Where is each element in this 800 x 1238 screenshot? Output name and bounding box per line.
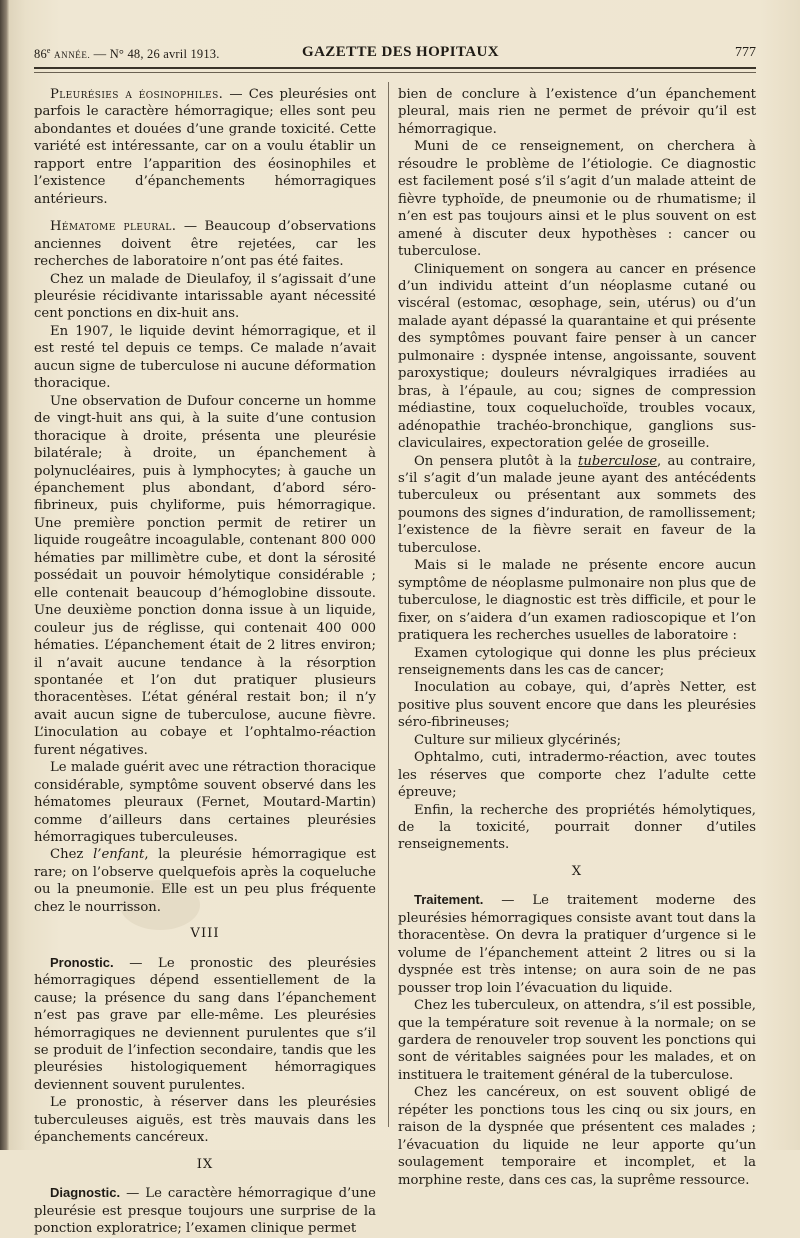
page-number: 777 [735, 45, 756, 60]
paragraph: Chez un malade de Dieulafoy, il s’agissait d’une pleurésie récidivante intarissable ayant nécessité cent ponctions en dix-huit ans. [34, 271, 376, 322]
paragraph: Muni de ce renseignement, on cherchera à résoudre le problème de l’étiologie. Ce diagnostic est facilement posé s’il s’agit d’un malade atteint de fièvre typhoïde, de pneumonie ou de rhumatisme; il n’en est pas toujours ainsi et le plus souvent on est amené à discuter deux hypothèses : cancer ou tuberculose. [398, 139, 756, 260]
paragraph: Enfin, la recherche des propriétés hémolytiques, de la toxicité, pourrait donner d’utiles renseignements. [398, 802, 756, 853]
paragraph: Le malade guérit avec une rétraction thoracique considérable, symptôme souvent observé dans les hématomes pleuraux (Fernet, Moutard-Martin) comme d’ailleurs dans certaines pleurésies hémorragiques tuberculeuses. [34, 760, 376, 846]
paragraph: Chez les cancéreux, on est souvent obligé de répéter les ponctions tous les cinq ou six jours, en raison de la dyspnée que présentent ces malades ; l’évacuation du liquide ne leur apporte qu’un soulagement temporaire et incomplet, et la morphine reste, dans ces cas, la suprême ressource. [398, 1085, 756, 1188]
paragraph: Mais si le malade ne présente encore aucun symptôme de néoplasme pulmonaire non plus que de tuberculose, le diagnostic est très difficile, et pour le fixer, on s’aidera d’un examen radioscopique et l’on pratiquera les recherches usuelles de laboratoire : [398, 558, 756, 644]
page-binding-edge [0, 0, 9, 1150]
paragraph: En 1907, le liquide devint hémorragique, et il est resté tel depuis ce temps. Ce malade n’avait aucun signe de tuberculose ni aucune déformation thoracique. [34, 323, 376, 392]
section-number: VIII [190, 926, 220, 942]
paragraph: Une observation de Dufour concerne un homme de vingt-huit ans qui, à la suite d’une contusion thoracique à droite, présenta une pleurésie bilatérale; à droite, un épanchement à polynucléaires, puis à lymphocytes; à gauche un épanchement plus abondant, d’abord séro-fibrineux, puis chyliforme, puis hémorragique. Une première ponction permit de retirer un liquide rougeâtre incoagulable, contenant 800 000 hématies par millimètre cube, et dont la sérosité possédait un pouvoir hémolytique considérable ; elle contenait beaucoup d’hémoglobine dissoute. Une deuxième ponction donna issue à un liquide, couleur jus de réglisse, qui contenait 400 000 hématies. L’épanchement était de 2 litres environ; il n’avait aucune tendance à la résorption spontanée et l’on dut pratiquer plusieurs thoracentèses. L’état général restait bon; il n’y avait aucun signe de tuberculose, aucune fièvre. L’inoculation au cobaye et l’ophtalmo-réaction furent négatives. [34, 393, 376, 758]
paragraph: Hématome pleural. — Beaucoup d’observations anciennes doivent être rejetées, car les recherches de laboratoire n’ont pas été faites. [34, 219, 377, 270]
paragraph: Traitement. — Le traitement moderne des pleurésies hémorragiques consiste avant tout dans la thoracentèse. On devra la pratiquer d’urgence si le volume de l’épanchement atteint 2 litres ou si la dyspnée est très intense; on aura soin de ne pas pousser trop loin l’évacuation du liquide. [398, 892, 756, 996]
paragraph: Examen cytologique qui donne les plus précieux renseignements dans les cas de cancer; [398, 645, 756, 678]
section-number: X [571, 863, 583, 879]
paragraph: Diagnostic. — Le caractère hémorragique d’une pleurésie est presque toujours une surprise de la ponction exploratrice; l’examen clinique permet [34, 1185, 376, 1237]
paragraph: Cliniquement on songera au cancer en présence d’un individu atteint d’un néoplasme cutané ou viscéral (estomac, œsophage, sein, utérus) ou d’un malade ayant dépassé la quarantaine et qui présente des symptômes pouvant faire penser à un cancer pulmonaire : dyspnée intense, angoissante, souvent paroxystique; douleurs névralgiques irradiées au bras, à l’épaule, au cou; signes de compression médiastine, toux coqueluchoïde, troubles vocaux, adénopathie trachéo-bronchique, ganglions sus-claviculaires, expectoration gelée de groseille. [398, 261, 756, 452]
page-header [34, 44, 756, 66]
paragraph: On pensera plutôt à la tuberculose, au contraire, s’il s’agit d’un malade jeune ayant des antécédents tuberculeux ou présentant aux sommets des poumons des signes d’induration, de ramollissement; l’existence de la fièvre serait en faveur de la tuberculose. [398, 453, 756, 556]
paragraph: Chez les tuberculeux, on attendra, s’il est possible, que la température soit revenue à la normale; on se gardera de renouveler trop souvent les ponctions qui sont de véritables saignées pour les malades, et on instituera le traitement général de la tuberculose. [398, 998, 756, 1083]
paragraph: Ophtalmo, cuti, intradermo-réaction, avec toutes les réserves que comporte chez l’adulte cette épreuve; [398, 750, 756, 801]
paragraph: Pleurésies a éosinophiles. — Ces pleurésies ont parfois le caractère hémorragique; elles sont peu abondantes et douées d’une grande toxicité. Cette variété est intéressante, car on a voulu établir un rapport entre l’apparition des éosinophiles et l’existence d’épanchements hémorragiques antérieurs. [34, 87, 376, 207]
issue-info: 86e ANNÉE. — N° 48, 26 avril 1913. [34, 46, 220, 62]
header-rule-thin [34, 72, 756, 73]
right-column [398, 86, 756, 1189]
column-divider [388, 82, 389, 1127]
paragraph: bien de conclure à l’existence d’un épanchement pleural, mais rien ne permet de prévoir qu’il est hémorragique. [398, 87, 756, 137]
paragraph: Pronostic. — Le pronostic des pleurésies hémorragiques dépend essentiellement de la cause; la présence du sang dans l’épanchement n’est pas grave par elle-même. Les pleurésies hémorragiques ne deviennent purulentes que s’il se produit de l’infection secondaire, tandis que les pleurésies histologiquement hémorragiques deviennent souvent purulentes. [34, 954, 376, 1093]
left-column [34, 86, 376, 1238]
paragraph: Culture sur milieux glycérinés; [414, 732, 622, 748]
paragraph: Chez l’enfant, la pleurésie hémorragique est rare; on l’observe quelquefois après la coqueluche ou la pneumonie. Elle est un peu plus fréquente chez le nourrisson. [34, 847, 376, 915]
paragraph: Le pronostic, à réserver dans les pleurésies tuberculeuses aiguës, est très mauvais dans les épanchements cancéreux. [34, 1095, 376, 1146]
section-number: IX [196, 1156, 214, 1172]
journal-title: GAZETTE DES HOPITAUX [302, 44, 499, 60]
paragraph: Inoculation au cobaye, qui, d’après Netter, est positive plus souvent encore que dans les pleurésies séro-fibrineuses; [398, 680, 756, 731]
header-rule [34, 67, 756, 69]
